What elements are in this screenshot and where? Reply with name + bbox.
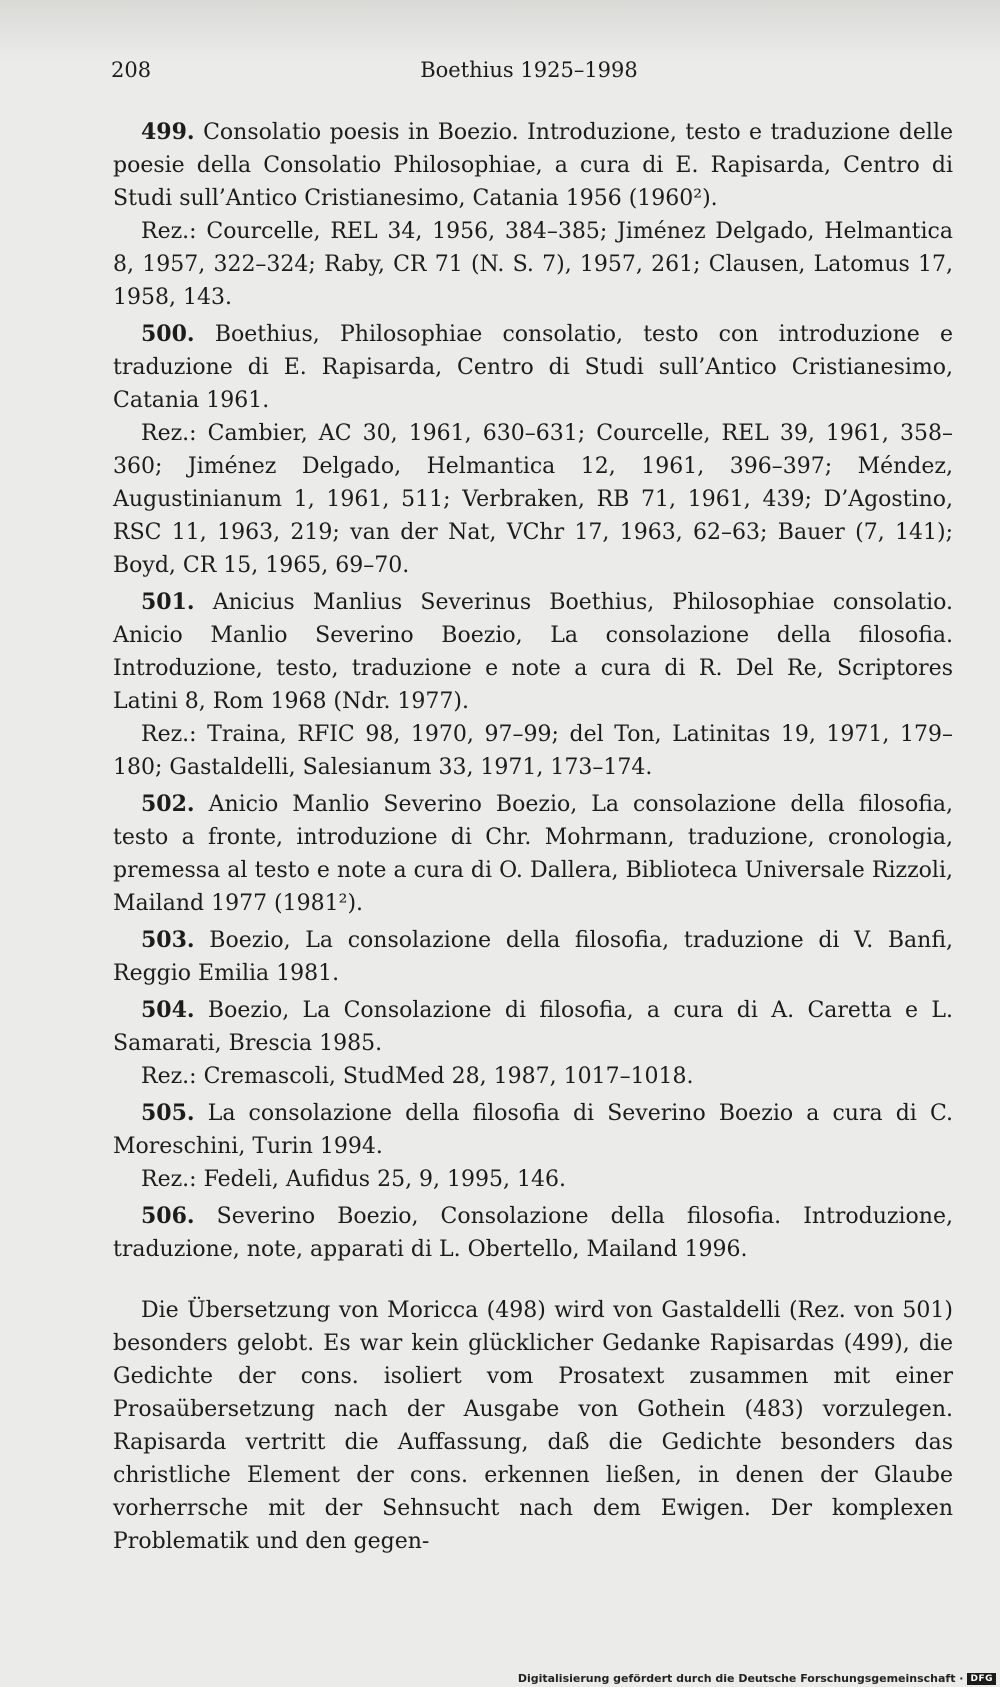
running-title: Boethius 1925–1998 bbox=[420, 58, 638, 82]
entry-citation bbox=[113, 116, 953, 215]
entry-number: 501. bbox=[141, 589, 195, 615]
entry-citation bbox=[113, 318, 953, 417]
bibliography-entry bbox=[113, 116, 953, 314]
funding-note: Digitalisierung gefördert durch die Deutsche Forschungsgemeinschaft · bbox=[517, 1672, 964, 1685]
entry-reviews: Rez.: Cremascoli, StudMed 28, 1987, 1017–1018. bbox=[141, 1064, 694, 1089]
entry-number: 503. bbox=[141, 927, 195, 953]
bibliography-entry bbox=[113, 788, 953, 920]
entry-citation bbox=[113, 1200, 953, 1266]
bibliography-entry bbox=[113, 586, 953, 784]
page-number: 208 bbox=[111, 58, 152, 82]
dfg-logo: DFG bbox=[967, 1673, 996, 1685]
entry-reviews: Rez.: Courcelle, REL 34, 1956, 384–385; Jiménez Delgado, Helmantica 8, 1957, 322–324; Raby, CR 71 (N. S. 7), 1957, 261; Clausen, Latomus 17, 1958, 143. bbox=[113, 219, 953, 310]
bibliography-entry bbox=[113, 1097, 953, 1196]
bibliography-entries bbox=[113, 116, 953, 1266]
entry-citation bbox=[113, 788, 953, 920]
entry-text: La consolazione della filosofia di Severino Boezio a cura di C. Moreschini, Turin 1994. bbox=[113, 1101, 953, 1159]
entry-number: 502. bbox=[141, 791, 195, 817]
previous-page-bleed bbox=[0, 0, 1000, 60]
entry-reviews: Rez.: Traina, RFIC 98, 1970, 97–99; del Ton, Latinitas 19, 1971, 179–180; Gastaldelli, Salesianum 33, 1971, 173–174. bbox=[113, 722, 953, 780]
entry-text: Boethius, Philosophiae consolatio, testo con introduzione e traduzione di E. Rapisarda, Centro di Studi sull’Antico Cristianesimo, Catania 1961. bbox=[113, 322, 953, 413]
entry-reviews: Rez.: Cambier, AC 30, 1961, 630–631; Courcelle, REL 39, 1961, 358–360; Jiménez Delgado, Helmantica 12, 1961, 396–397; Méndez, Augustinianum 1, 1961, 511; Verbraken, RB 71, 1961, 439; D’Agostino, RSC 11, 1963, 219; van der Nat, VChr 17, 1963, 62–63; Bauer (7, 141); Boyd, CR 15, 1965, 69–70. bbox=[113, 421, 953, 578]
entry-text: Consolatio poesis in Boezio. Introduzione, testo e traduzione delle poesie della Consolatio Philosophiae, a cura di E. Rapisarda, Centro di Studi sull’Antico Cristianesimo, Catania 1956 (1960²). bbox=[113, 120, 953, 211]
entry-citation bbox=[113, 586, 953, 718]
entry-number: 505. bbox=[141, 1100, 195, 1126]
discussion-paragraph: Die Übersetzung von Moricca (498) wird von Gastaldelli (Rez. von 501) besonders gelobt. Es war kein glücklicher Gedanke Rapisardas (499), die Gedichte der cons. isoliert vom Prosatext zusammen mit einer Prosaübersetzung nach der Ausgabe von Gothein (483) vorzulegen. Rapisarda vertritt die Auffassung, daß die Gedichte besonders das christliche Element der cons. erkennen ließen, in denen der Glaube vorherrsche mit der Sehnsucht nach dem Ewigen. Der komplexen Problematik und den gegen- bbox=[113, 1298, 953, 1554]
entry-text: Boezio, La consolazione della filosofia, traduzione di V. Banfi, Reggio Emilia 1981. bbox=[113, 928, 953, 986]
entry-reviews: Rez.: Fedeli, Aufidus 25, 9, 1995, 146. bbox=[141, 1167, 567, 1192]
entry-citation bbox=[113, 1097, 953, 1163]
page-body bbox=[113, 116, 953, 1580]
page-footer bbox=[518, 1672, 996, 1685]
entry-citation bbox=[113, 924, 953, 990]
entry-number: 499. bbox=[141, 119, 195, 145]
entry-text: Anicio Manlio Severino Boezio, La consolazione della filosofia, testo a fronte, introduzione di Chr. Mohrmann, traduzione, cronologia, premessa al testo e note a cura di O. Dallera, Biblioteca Universale Rizzoli, Mailand 1977 (1981²). bbox=[113, 792, 953, 916]
entry-number: 504. bbox=[141, 997, 195, 1023]
entry-number: 500. bbox=[141, 321, 195, 347]
entry-text: Severino Boezio, Consolazione della filosofia. Introduzione, traduzione, note, apparati di L. Obertello, Mailand 1996. bbox=[113, 1204, 953, 1262]
page-header bbox=[111, 58, 947, 88]
entry-text: Anicius Manlius Severinus Boethius, Philosophiae consolatio. Anicio Manlio Severino Boezio, La consolazione della filosofia. Introduzione, testo, traduzione e note a cura di R. Del Re, Scriptores Latini 8, Rom 1968 (Ndr. 1977). bbox=[113, 590, 953, 714]
entry-text: Boezio, La Consolazione di filosofia, a cura di A. Caretta e L. Samarati, Brescia 1985. bbox=[113, 998, 953, 1056]
bibliography-entry bbox=[113, 1200, 953, 1266]
bibliography-entry bbox=[113, 994, 953, 1093]
entry-citation bbox=[113, 994, 953, 1060]
bibliography-entry bbox=[113, 318, 953, 582]
bibliography-entry bbox=[113, 924, 953, 990]
entry-number: 506. bbox=[141, 1203, 195, 1229]
